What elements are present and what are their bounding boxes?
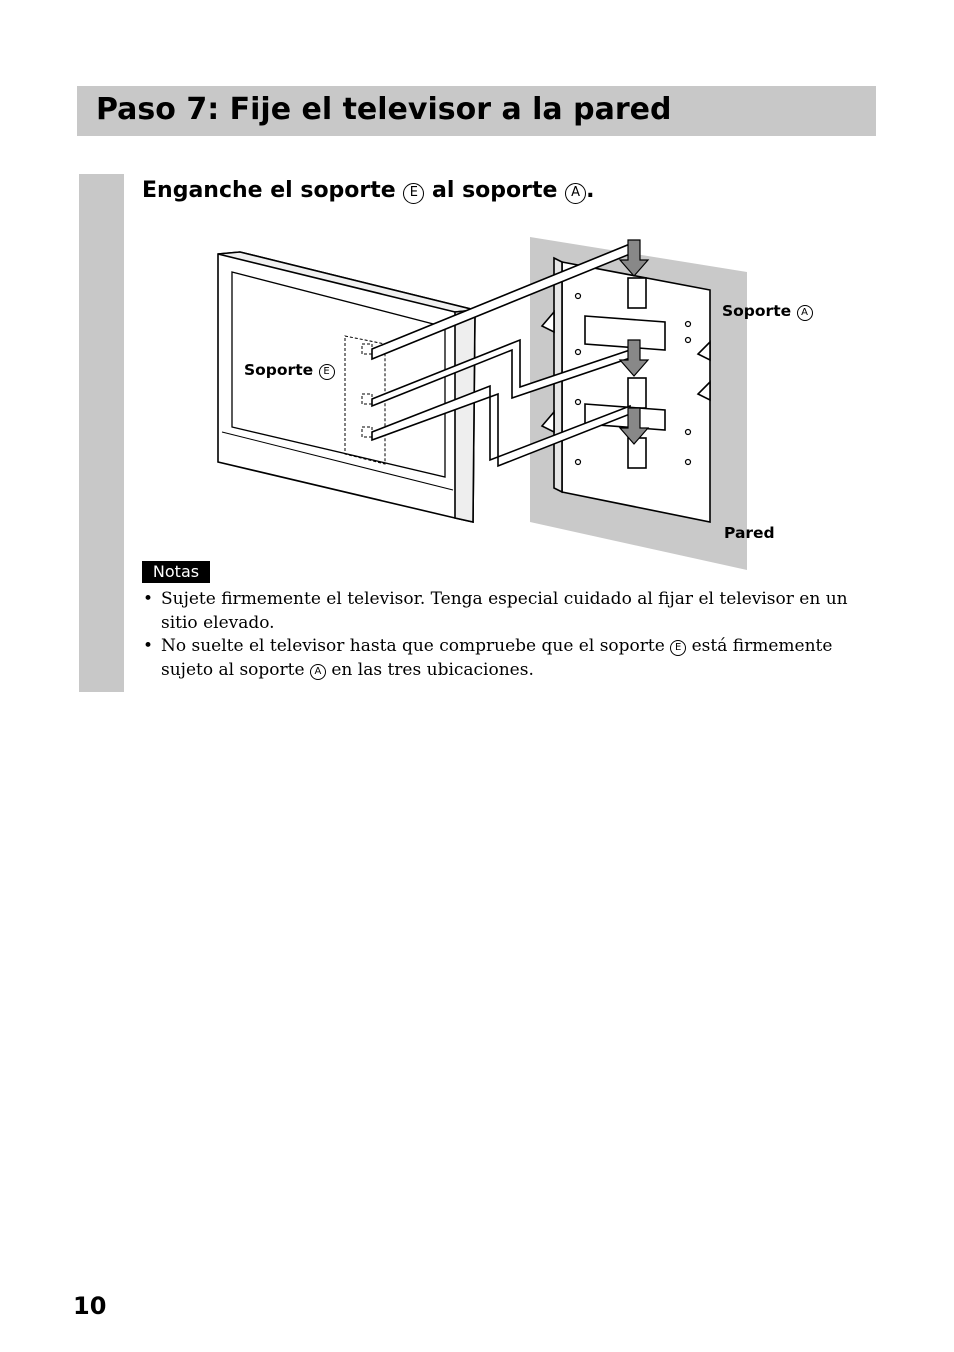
- section-title-bar: [77, 86, 876, 136]
- label-bracket-e: [244, 360, 335, 380]
- notes-badge: Notas: [142, 561, 210, 583]
- bracket-a-mark: A: [565, 183, 586, 204]
- label-bracket-e-mark: E: [319, 364, 335, 380]
- step-heading: [142, 174, 594, 208]
- label-bracket-e-text: Soporte: [244, 361, 319, 379]
- tv-set: [218, 252, 475, 522]
- page-number: 10: [73, 1292, 107, 1320]
- label-bracket-a-mark: A: [797, 305, 813, 321]
- step-side-bar: [79, 174, 124, 692]
- step-heading-text-2: al soporte: [424, 178, 566, 203]
- note-1-text: Sujete firmemente el televisor. Tenga especial cuidado al fijar el televisor en un sitio elevado.: [161, 589, 848, 633]
- note-2-bracket-e-mark: E: [670, 640, 686, 656]
- page-title: Paso 7: Fije el televisor a la pared: [96, 92, 672, 127]
- note-2-text-after: en las tres ubicaciones.: [325, 659, 534, 680]
- label-bracket-a: [722, 301, 813, 321]
- step-heading-end: .: [586, 178, 595, 203]
- note-2-bracket-a-mark: A: [310, 664, 326, 680]
- label-wall: Pared: [724, 524, 775, 542]
- note-item: [142, 588, 878, 635]
- note-2-text-middle: está firmemente sujeto al soporte: [161, 636, 833, 680]
- bracket-a-plate: [542, 258, 710, 522]
- bracket-e-mark: E: [403, 183, 424, 204]
- step-heading-text-1: Enganche el soporte: [142, 178, 404, 203]
- notes-list: [142, 588, 878, 682]
- mounting-diagram: [210, 232, 808, 577]
- label-bracket-a-text: Soporte: [722, 302, 797, 320]
- note-item: [142, 635, 878, 682]
- note-2-text-before: No suelte el televisor hasta que compruebe que el soporte: [161, 636, 671, 656]
- mounting-illustration: [210, 232, 780, 577]
